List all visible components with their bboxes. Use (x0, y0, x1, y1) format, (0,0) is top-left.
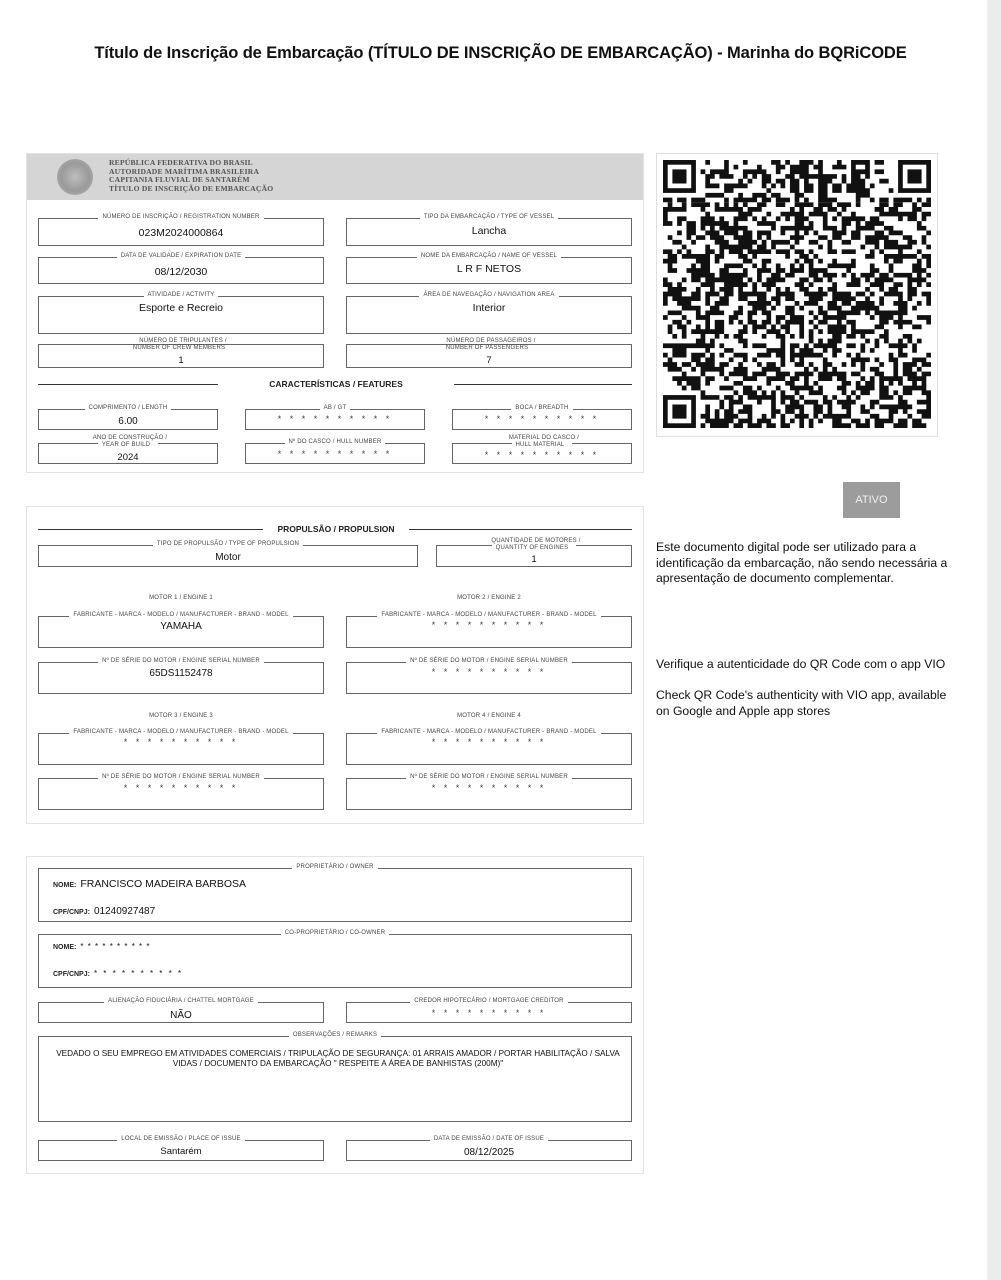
propulsion-title: PROPULSÃO / PROPULSION (277, 524, 395, 534)
field-label: ÁREA DE NAVEGAÇÃO / NAVIGATION AREA (419, 292, 558, 298)
engine-quantity-value: 1 (531, 554, 537, 565)
field-label: Nº DO CASCO / HULL NUMBER (285, 439, 386, 445)
page-title: Título de Inscrição de Embarcação (TÍTULO DE INSCRIÇÃO DE EMBARCAÇÃO) - Marinha do BQRiCODE (94, 44, 907, 62)
passengers-field (346, 338, 632, 368)
field-label: FABRICANTE - MARCA - MODELO / MANUFACTURER - BRAND - MODEL (377, 612, 600, 618)
year-value: 2024 (117, 452, 139, 463)
header-line: AUTORIDADE MARÍTIMA BRASILEIRA (109, 166, 260, 176)
features-title: CARACTERÍSTICAS / FEATURES (269, 379, 403, 389)
engine-serial-field (38, 774, 324, 810)
crew-value: 1 (178, 355, 184, 366)
propulsion-card (26, 506, 644, 824)
length-field (38, 405, 218, 430)
engine-serial-value: * * * * * * * * * * (431, 667, 547, 677)
length-value: 6.00 (118, 416, 138, 427)
field-label: DATA DE VALIDADE / EXPIRATION DATE (117, 253, 246, 259)
field-label: BOCA / BREADTH (511, 405, 572, 411)
remarks-value: VEDADO O SEU EMPREGO EM ATIVIDADES COMERCIAIS / TRIPULAÇÃO DE SEGURANÇA: 01 ARRAIS AMADOR / PORTAR HABILITAÇÃO / SALVA VIDAS / DOCUMENTO DA EMBARCAÇÃO " RESPEITE A ÁREA DE BANHISTAS (200M)" (56, 1049, 620, 1068)
header-line: REPÚBLICA FEDERATIVA DO BRASIL (109, 158, 253, 167)
engine-quantity-field (436, 538, 632, 567)
creditor-field (346, 998, 632, 1023)
field-label: FABRICANTE - MARCA - MODELO / MANUFACTURER - BRAND - MODEL (69, 729, 292, 735)
engine-serial-value: * * * * * * * * * * (123, 783, 239, 793)
passengers-value: 7 (486, 355, 492, 366)
field-label: NÚMERO DE INSCRIÇÃO / REGISTRATION NUMBER (98, 214, 263, 220)
engine-serial-value: 65DS1152478 (149, 668, 213, 679)
engine-heading: MOTOR 2 / ENGINE 2 (457, 595, 521, 601)
date-of-issue-field (346, 1136, 632, 1161)
field-label: NOME DA EMBARCAÇÃO / NAME OF VESSEL (417, 253, 561, 259)
divider (454, 384, 632, 385)
header-line: CAPITANIA FLUVIAL DE SANTARÉM (109, 175, 250, 185)
field-label: ALIENAÇÃO FIDUCIÁRIA / CHATTEL MORTGAGE (104, 998, 258, 1004)
expiration-field (38, 253, 324, 284)
engine-model-field (346, 729, 632, 765)
navigation-area-value: Interior (472, 302, 506, 314)
coat-of-arms-icon (57, 159, 93, 195)
field-label: COMPRIMENTO / LENGTH (85, 405, 172, 411)
field-label: PROPRIETÁRIO / OWNER (292, 864, 377, 870)
field-label: DATA DE EMISSÃO / DATE OF ISSUE (430, 1136, 548, 1142)
header-line: TÍTULO DE INSCRIÇÃO DE EMBARCAÇÃO (109, 183, 274, 193)
registration-field (38, 214, 324, 246)
vessel-type-field (346, 214, 632, 246)
coowner-cpf-row (53, 969, 183, 978)
digital-notice: Este documento digital pode ser utilizado para a identificação da embarcação, não sendo necessária a apresentação de documento complementar. (656, 540, 948, 585)
qr-code (656, 153, 938, 437)
expiration-value: 08/12/2030 (154, 266, 208, 278)
engine-model-field (346, 612, 632, 648)
coowner-cpf-value: * * * * * * * * * * (93, 969, 184, 978)
qr-modules (663, 160, 931, 428)
field-label: ATIVIDADE / ACTIVITY (144, 292, 219, 298)
field-label: AB / GT (320, 405, 351, 411)
breadth-field (452, 405, 632, 430)
engine-model-value: * * * * * * * * * * (431, 737, 547, 747)
propulsion-type-field (38, 541, 418, 567)
coowner-name-value: * * * * * * * * * * (80, 942, 151, 951)
owner-cpf-key: CPF/CNPJ: (53, 909, 90, 916)
field-label: Nº DE SÉRIE DO MOTOR / ENGINE SERIAL NUMBER (98, 774, 264, 780)
owner-name-value: FRANCISCO MADEIRA BARBOSA (80, 878, 247, 890)
field-label: NÚMERO DE TRIPULANTES / NUMBER OF CREW MEMBERS (129, 338, 233, 351)
qr-finder (663, 395, 696, 428)
scrollbar-track[interactable] (987, 0, 1001, 1280)
field-label: TIPO DA EMBARCAÇÃO / TYPE OF VESSEL (420, 214, 559, 220)
engine-heading: MOTOR 1 / ENGINE 1 (149, 595, 213, 601)
qr-finder (663, 160, 696, 193)
engine-model-value: * * * * * * * * * * (123, 737, 239, 747)
engine-serial-field (346, 658, 632, 694)
owner-card (26, 856, 644, 1174)
mortgage-field (38, 998, 324, 1023)
coowner-cpf-key: CPF/CNPJ: (53, 971, 90, 978)
field-label: QUANTIDADE DE MOTORES / QUANTITY OF ENGINES (483, 538, 584, 551)
engine-heading: MOTOR 3 / ENGINE 3 (149, 713, 213, 719)
hull-number-field (245, 439, 425, 464)
field-label: FABRICANTE - MARCA - MODELO / MANUFACTURER - BRAND - MODEL (377, 729, 600, 735)
field-label: CO-PROPRIETÁRIO / CO-OWNER (281, 930, 390, 936)
engine-serial-field (346, 774, 632, 810)
place-of-issue-value: Santarém (160, 1146, 202, 1157)
activity-value: Esporte e Recreio (138, 302, 224, 314)
hull-material-value: * * * * * * * * * * (484, 450, 600, 460)
check-notice: Check QR Code's authenticity with VIO app, available on Google and Apple app stores (656, 688, 947, 718)
coowner-name-row (53, 942, 150, 951)
creditor-value: * * * * * * * * * * (431, 1008, 547, 1018)
qr-code-icon (663, 160, 931, 430)
engine-model-value: * * * * * * * * * * (431, 620, 547, 630)
qr-finder (898, 160, 931, 193)
registration-value: 023M2024000864 (138, 227, 224, 239)
crew-field (38, 338, 324, 368)
year-field (38, 435, 218, 464)
field-label: Nº DE SÉRIE DO MOTOR / ENGINE SERIAL NUMBER (406, 658, 572, 664)
hull-number-value: * * * * * * * * * * (277, 449, 393, 459)
field-label: OBSERVAÇÕES / REMARKS (289, 1032, 381, 1038)
activity-field (38, 292, 324, 334)
field-label: MATERIAL DO CASCO / HULL MATERIAL (501, 435, 583, 448)
divider (409, 529, 632, 530)
field-label: Nº DE SÉRIE DO MOTOR / ENGINE SERIAL NUMBER (98, 658, 264, 664)
vessel-name-value: L R F NETOS (456, 263, 522, 275)
field-label: TIPO DE PROPULSÃO / TYPE OF PROPULSION (153, 541, 303, 547)
header-banner (27, 154, 643, 200)
engine-model-field (38, 729, 324, 765)
field-label: FABRICANTE - MARCA - MODELO / MANUFACTURER - BRAND - MODEL (69, 612, 292, 618)
vessel-type-value: Lancha (471, 225, 507, 237)
owner-cpf-value: 01240927487 (93, 906, 156, 917)
engine-model-field (38, 612, 324, 648)
gross-tonnage-field (245, 405, 425, 430)
engine-serial-value: * * * * * * * * * * (431, 783, 547, 793)
breadth-value: * * * * * * * * * * (484, 414, 600, 424)
status-button[interactable]: ATIVO (843, 482, 900, 518)
navigation-area-field (346, 292, 632, 334)
owner-cpf-row (53, 906, 155, 917)
engine-heading: MOTOR 4 / ENGINE 4 (457, 713, 521, 719)
vessel-name-field (346, 253, 632, 284)
remarks-field (38, 1032, 632, 1122)
propulsion-type-value: Motor (215, 552, 241, 563)
divider (38, 529, 263, 530)
place-of-issue-field (38, 1136, 324, 1161)
engine-serial-field (38, 658, 324, 694)
engine-model-value: YAMAHA (160, 621, 202, 632)
date-of-issue-value: 08/12/2025 (463, 1147, 515, 1158)
header-text (109, 159, 273, 193)
coowner-field (38, 930, 632, 988)
owner-name-row (53, 878, 246, 890)
field-label: ANO DE CONSTRUÇÃO / YEAR OF BUILD (85, 435, 171, 448)
field-label: Nº DE SÉRIE DO MOTOR / ENGINE SERIAL NUMBER (406, 774, 572, 780)
hull-material-field (452, 435, 632, 464)
gross-tonnage-value: * * * * * * * * * * (277, 414, 393, 424)
divider (38, 384, 218, 385)
owner-name-key: NOME: (53, 882, 77, 889)
vessel-card (26, 153, 644, 473)
field-label: LOCAL DE EMISSÃO / PLACE OF ISSUE (117, 1136, 244, 1142)
mortgage-value: NÃO (170, 1010, 192, 1021)
field-label: CREDOR HIPOTECÁRIO / MORTGAGE CREDITOR (410, 998, 567, 1004)
verify-notice: Verifique a autenticidade do QR Code com o app VIO (656, 657, 946, 671)
owner-field (38, 864, 632, 922)
field-label: NÚMERO DE PASSAGEIROS / NUMBER OF PASSENGERS (438, 338, 539, 351)
coowner-name-key: NOME: (53, 944, 77, 951)
